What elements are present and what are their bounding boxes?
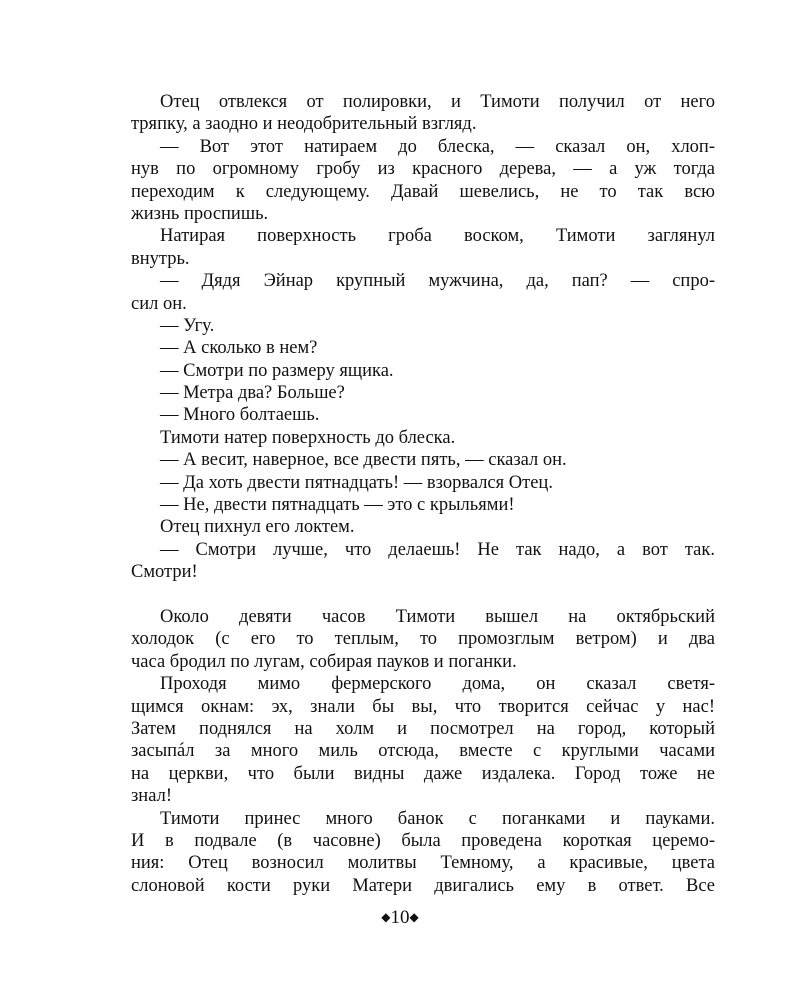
text-line: — Дядя Эйнар крупный мужчина, да, пап? — спро- xyxy=(160,271,715,292)
text-line: ния: Отец возносил молитвы Темному, а красивые, цвета xyxy=(131,853,715,874)
text-line: холодок (с его то теплым, то промозглым ветром) и два xyxy=(131,629,715,650)
text-line: тряпку, а заодно и неодобрительный взгляд. xyxy=(131,114,477,135)
text-line: на церкви, что были видны даже издалека. Город тоже не xyxy=(131,763,715,784)
text-line: — А сколько в нем? xyxy=(160,338,318,359)
text-line: Натирая поверхность гроба воском, Тимоти заглянул xyxy=(160,226,715,247)
text-line: Отец пихнул его локтем. xyxy=(160,517,355,538)
text-line: Тимоти натер поверхность до блеска. xyxy=(160,427,456,448)
text-line: — Много болтаешь. xyxy=(160,405,320,426)
body-text xyxy=(131,91,715,897)
text-line: — Угу. xyxy=(160,315,215,336)
text-line: — Да хоть двести пятнадцать! — взорвался Отец. xyxy=(160,472,553,493)
text-line: нув по огромному гробу из красного дерева, — а уж тогда xyxy=(131,159,715,180)
section-break xyxy=(131,584,715,606)
text-line: Затем поднялся на холм и посмотрел на город, который xyxy=(131,718,715,739)
text-line: — А весит, наверное, все двести пять, — сказал он. xyxy=(160,450,567,471)
text-line: — Смотри по размеру ящика. xyxy=(160,360,394,381)
text-line: — Вот этот натираем до блеска, — сказал он, хлоп- xyxy=(160,136,715,157)
page-number-footer xyxy=(0,905,800,930)
text-line: жизнь проспишь. xyxy=(131,203,269,224)
text-line: сил он. xyxy=(131,293,187,314)
text-line: внутрь. xyxy=(131,248,190,269)
text-line: Проходя мимо фермерского дома, он сказал светя- xyxy=(160,674,715,695)
page-number: 10 xyxy=(390,907,410,928)
text-line: знал! xyxy=(131,786,172,807)
text-line: Тимоти принес много банок с поганками и пауками. xyxy=(160,808,715,829)
text-line: переходим к следующему. Давай шевелись, не то так всю xyxy=(131,181,715,202)
text-line: И в подвале (в часовне) была проведена короткая церемо- xyxy=(131,830,715,851)
text-line: Смотри! xyxy=(131,562,198,583)
text-line: — Не, двести пятнадцать — это с крыльями! xyxy=(160,495,515,516)
ornament-left-icon: ◆ xyxy=(381,910,391,924)
text-line: часа бродил по лугам, собирая пауков и поганки. xyxy=(131,651,517,672)
ornament-right-icon: ◆ xyxy=(409,910,419,924)
text-line: Отец отвлекся от полировки, и Тимоти получил от него xyxy=(160,92,715,112)
text-line: слоновой кости руки Матери двигались ему в ответ. Все xyxy=(131,875,715,896)
text-line: Около девяти часов Тимоти вышел на октябрьский xyxy=(160,606,715,627)
text-line: — Метра два? Больше? xyxy=(160,383,345,404)
text-line: щимся окнам: эх, знали бы вы, что творится сейчас у нас! xyxy=(131,696,715,717)
text-line: засыпáл за много миль отсюда, вместе с круглыми часами xyxy=(131,741,715,762)
text-line: — Смотри лучше, что делаешь! Не так надо, а вот так. xyxy=(160,539,715,560)
